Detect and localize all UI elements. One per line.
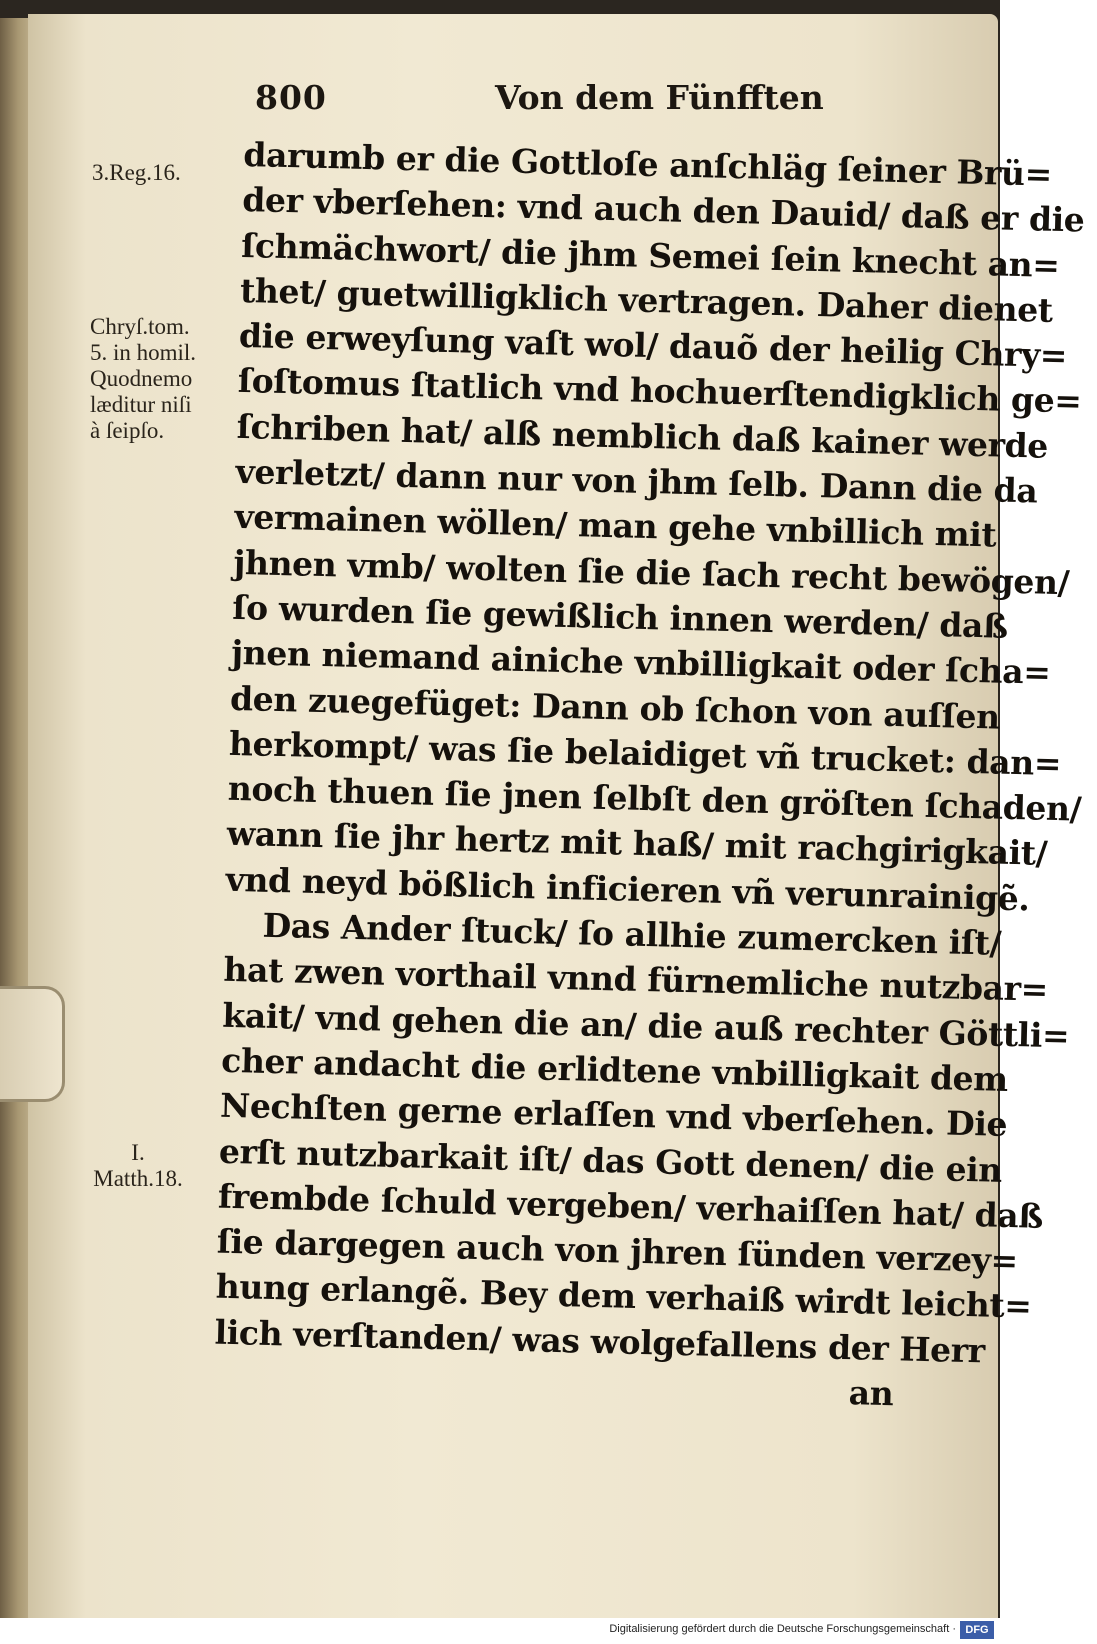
text-line: Nechſten gerne erlaſſen vnd vberſehen. Die [219,1085,1008,1145]
margin-note-line: à ſeipſo. [90,418,165,443]
book-clasp [0,986,65,1102]
margin-note-line: I. [131,1140,145,1165]
text-line: kait/ vnd gehen die an/ die auß rechter Göttli= [221,995,1070,1056]
running-title: Von dem Fünfften [495,78,824,117]
text-line: den zuegefüget: Dann ob ſchon von auſſen [229,678,1001,737]
catchword: an [848,1373,894,1414]
margin-note-line: læditur niſi [90,392,192,417]
margin-note-line: Quodnemo [90,366,193,391]
text-line: verletzt/ dann nur von jhm ſelb. Dann die da [235,451,1038,511]
margin-note-chrysostom [90,314,196,444]
text-line: ſo wurden ſie gewißlich innen werden/ daß [231,587,1009,646]
text-line: die erweyſung vaſt wol/ dauõ der heilig Chry= [238,316,1068,376]
margin-note-line: Matth.18. [93,1166,183,1191]
text-line: frembde ſchuld vergeben/ verhaiſſen hat/ daß [217,1176,1044,1236]
text-line: thet/ guetwilligklich vertragen. Daher dienet [239,270,1054,330]
margin-note-line: Chryſ.tom. [90,314,190,339]
text-line: darumb er die Gottloſe anſchläg ſeiner Brü= [242,134,1053,194]
dfg-logo: DFG [960,1621,994,1639]
text-line: hung erlangẽ. Bey dem verhaiß wirdt leicht= [215,1267,1032,1327]
text-line: ſie dargegen auch von jhren ſünden verzey= [216,1221,1019,1281]
text-line: der vberſehen: vnd auch den Dauid/ daß er die [241,180,1085,240]
text-line: erſt nutzbarkait iſt/ das Gott denen/ die ein [218,1131,1003,1190]
text-line: noch thuen ſie jnen ſelbſt den gröſten ſchaden/ [227,768,1082,829]
text-line: vermainen wöllen/ man gehe vnbillich mit [234,497,997,555]
text-line: vnd neyd bößlich inficieren vñ verunrainigẽ. [225,859,1030,919]
footer-bar [0,1618,1000,1644]
text-line: ſoſtomus ſtatlich vnd hochuerſtendigklich ge= [237,361,1083,422]
text-line: jnen niemand ainiche vnbilligkait oder ſcha= [230,633,1051,693]
margin-note-line: 3.Reg.16. [92,160,181,185]
margin-note-line: 5. in homil. [90,340,197,365]
margin-note-reg [92,160,181,186]
text-line: lich verſtanden/ was wolgefallens der Herr [214,1312,986,1371]
text-line: Das Ander ſtuck/ ſo allhie zumercken iſt/ [262,905,1002,963]
margin-note-matthew [78,1140,198,1192]
text-line: herkompt/ was ſie belaidiget vñ trucket: dan= [228,723,1062,784]
page-number: 800 [255,78,327,117]
funding-credit: Digitalisierung gefördert durch die Deutsche Forschungsgemeinschaft · [609,1623,956,1635]
body-text [213,132,1085,1418]
text-line: wann ſie jhr hertz mit haß/ mit rachgirigkait/ [226,814,1048,874]
text-line: ſchriben hat/ alß nemblich daß kainer werde [236,406,1049,466]
text-line: hat zwen vorthail vnnd fürnemliche nutzbar= [223,950,1049,1010]
text-line: jhnen vmb/ wolten ſie die ſach recht bewögen/ [233,542,1070,602]
text-line: ſchmächwort/ die jhm Semei ſein knecht an= [240,225,1061,285]
text-line: cher andacht die erlidtene vnbilligkait dem [220,1040,1009,1099]
